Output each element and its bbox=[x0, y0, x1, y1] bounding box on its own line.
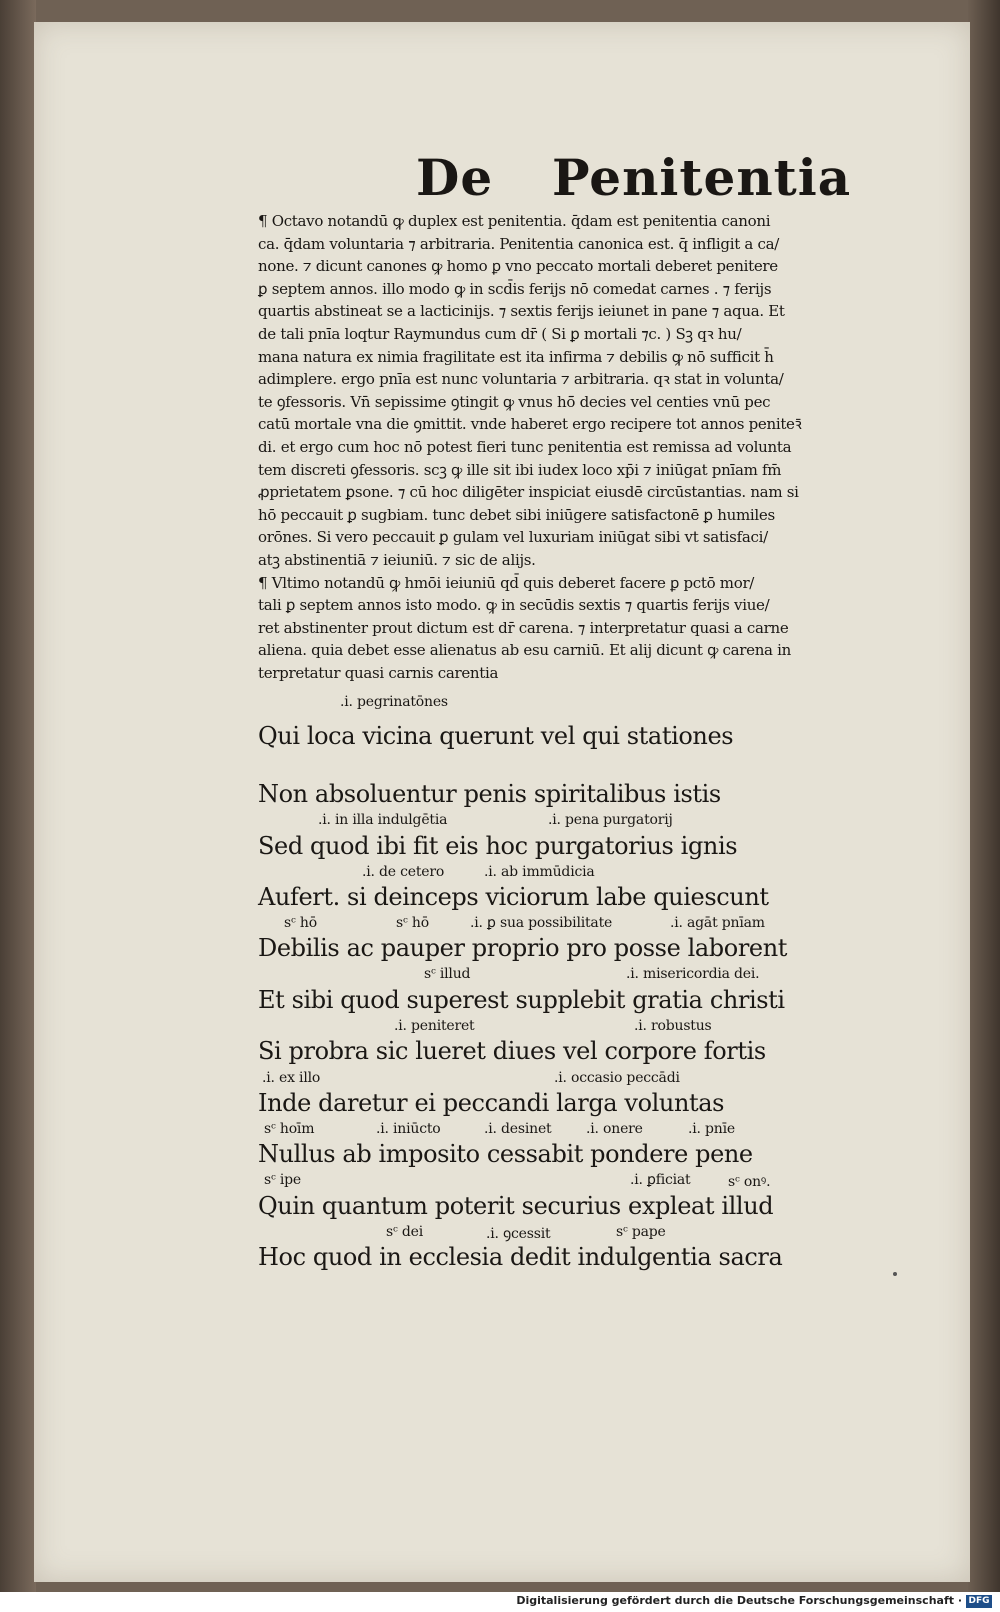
interlinear-gloss: .i. iniūcto bbox=[376, 1121, 441, 1137]
prose-line: terpretatur quasi carnis carentia bbox=[258, 663, 499, 682]
interlinear-gloss: .i. agāt pnīam bbox=[670, 915, 765, 931]
scan-edge-left bbox=[0, 0, 36, 1592]
interlinear-gloss: .i. ꝑ sua possibilitate bbox=[470, 915, 613, 931]
interlinear-gloss: .i. ex illo bbox=[262, 1070, 321, 1086]
interlinear-gloss: sᶜ hō bbox=[284, 915, 317, 931]
prose-line: tem discreti ꝯfessoris. scꝫ ꝙ ille sit ibi iudex loco xp̄i ⁊ iniūgat pnīam fm̄ bbox=[258, 460, 782, 479]
prose-line: adimplere. ergo pnīa est nunc voluntaria ⁊ arbitraria. qꝛ stat in volunta/ bbox=[258, 370, 784, 389]
prose-line: di. et ergo cum hoc nō potest fieri tunc penitentia est remissa ad volunta bbox=[258, 437, 792, 456]
interlinear-gloss: .i. pena purgatorij bbox=[548, 812, 673, 828]
prose-line: ꝓprietatem ꝑsone. ⁊ cū hoc diligēter inspiciat eiusdē circūstantias. nam si bbox=[258, 483, 799, 502]
prose-block bbox=[258, 210, 908, 684]
interlinear-gloss: sᶜ onꝰ. bbox=[728, 1174, 771, 1190]
interlinear-gloss: sᶜ illud bbox=[424, 966, 471, 982]
interlinear-gloss: sᶜ pape bbox=[616, 1224, 666, 1240]
scan-edge-right bbox=[968, 0, 1000, 1592]
verse-line: Si probra sic lueret diues vel corpore fortis bbox=[258, 1037, 766, 1065]
prose-line: quartis abstineat se a lacticinijs. ⁊ sextis ferijs ieiunet in pane ⁊ aqua. Et bbox=[258, 302, 785, 321]
ink-speck bbox=[893, 1272, 897, 1276]
interlinear-gloss: sᶜ ipe bbox=[264, 1172, 302, 1188]
prose-line: ¶ Octavo notandū ꝙ duplex est penitentia. q̄dam est penitentia canoni bbox=[258, 212, 771, 230]
prose-line: catū mortale vna die ꝯmittit. vnde haberet ergo recipere tot annos peniteꝛ̄ bbox=[258, 415, 802, 434]
prose-line: ret abstinenter prout dictum est dr̄ carena. ⁊ interpretatur quasi a carne bbox=[258, 618, 789, 637]
verse-line: Sed quod ibi fit eis hoc purgatorius ignis bbox=[258, 832, 738, 860]
interlinear-gloss: sᶜ hoīm bbox=[264, 1121, 315, 1137]
interlinear-gloss: .i. onere bbox=[586, 1121, 643, 1137]
interlinear-gloss: .i. ꝯcessit bbox=[486, 1226, 551, 1242]
verse-line: Nullus ab imposito cessabit pondere pene bbox=[258, 1140, 753, 1168]
footer-credit: Digitalisierung gefördert durch die Deutsche Forschungsgemeinschaft · bbox=[516, 1594, 962, 1607]
interlinear-gloss: .i. peniteret bbox=[394, 1018, 475, 1034]
verse-line: Et sibi quod superest supplebit gratia christi bbox=[258, 986, 785, 1014]
dfg-logo: DFG bbox=[966, 1595, 992, 1608]
prose-line: de tali pnīa loqtur Raymundus cum dr̄ ( Si ꝑ mortali ⁊c. ) Sꝫ qꝛ hu/ bbox=[258, 324, 742, 343]
verse-line: Inde daretur ei peccandi larga voluntas bbox=[258, 1089, 725, 1117]
interlinear-gloss: .i. de cetero bbox=[362, 864, 445, 880]
prose-line: ca. q̄dam voluntaria ⁊ arbitraria. Penitentia canonica est. q̄ infligit a ca/ bbox=[258, 234, 779, 253]
interlinear-gloss: .i. misericordia dei. bbox=[626, 966, 760, 982]
interlinear-gloss: .i. robustus bbox=[634, 1018, 712, 1034]
verse-line: Hoc quod in ecclesia dedit indulgentia sacra bbox=[258, 1243, 783, 1271]
interlinear-gloss: .i. desinet bbox=[484, 1121, 552, 1137]
prose-line: te ꝯfessoris. Vn̄ sepissime ꝯtingit ꝙ vnus hō̄ decies vel centies vnū pec bbox=[258, 392, 771, 411]
prose-line: hō peccauit ꝑ sugbiam. tunc debet sibi iniūgere satisfactonē ꝑ humiles bbox=[258, 505, 775, 524]
prose-line: none. ⁊ dicunt canones ꝙ homo ꝑ vno peccato mortali deberet penitere bbox=[258, 257, 778, 276]
interlinear-gloss: .i. ab immūdicia bbox=[484, 864, 595, 880]
interlinear-gloss: .i. pegrinatōnes bbox=[340, 694, 448, 710]
interlinear-gloss: .i. pnīe bbox=[688, 1121, 735, 1137]
verse-line: Aufert. si deinceps viciorum labe quiescunt bbox=[258, 883, 769, 911]
verse-line: Debilis ac pauper proprio pro posse laborent bbox=[258, 934, 787, 962]
prose-line: orōnes. Si vero peccauit ꝑ gulam vel luxuriam iniūgat sibi vt satisfaci/ bbox=[258, 528, 768, 547]
interlinear-gloss: .i. ꝑficiat bbox=[630, 1172, 691, 1188]
prose-line: mana natura ex nimia fragilitate est ita infirma ⁊ debilis ꝙ nō sufficit h̄ bbox=[258, 347, 774, 366]
prose-line: atꝫ abstinentiā ⁊ ieiuniū. ⁊ sic de alijs. bbox=[258, 550, 536, 569]
interlinear-gloss: sᶜ dei bbox=[386, 1224, 424, 1240]
prose-line: ꝑ septem annos. illo modo ꝙ in scd̄is ferijs nō comedat carnes . ⁊ ferijs bbox=[258, 279, 772, 298]
interlinear-gloss: .i. in illa indulgētia bbox=[318, 812, 448, 828]
interlinear-gloss: .i. occasio peccādi bbox=[554, 1070, 680, 1086]
prose-line: tali ꝑ septem annos isto modo. ꝙ in secūdis sextis ⁊ quartis ferijs viue/ bbox=[258, 596, 770, 615]
verse-line: Non absoluentur penis spiritalibus istis bbox=[258, 780, 721, 808]
prose-line: aliena. quia debet esse alienatus ab esu carniū. Et alij dicunt ꝙ carena in bbox=[258, 641, 792, 660]
page-title-word-de: De bbox=[416, 148, 494, 207]
interlinear-gloss: sᶜ hō bbox=[396, 915, 429, 931]
verse-line: Quin quantum poterit securius expleat illud bbox=[258, 1192, 774, 1220]
prose-line: ¶ Vltimo notandū ꝙ hmōi ieiuniū qd̄ quis deberet facere ꝑ pctō mor/ bbox=[258, 573, 755, 592]
page-title-word-penitentia: Penitentia bbox=[552, 148, 852, 207]
verse-line: Qui loca vicina querunt vel qui stationes bbox=[258, 722, 734, 750]
